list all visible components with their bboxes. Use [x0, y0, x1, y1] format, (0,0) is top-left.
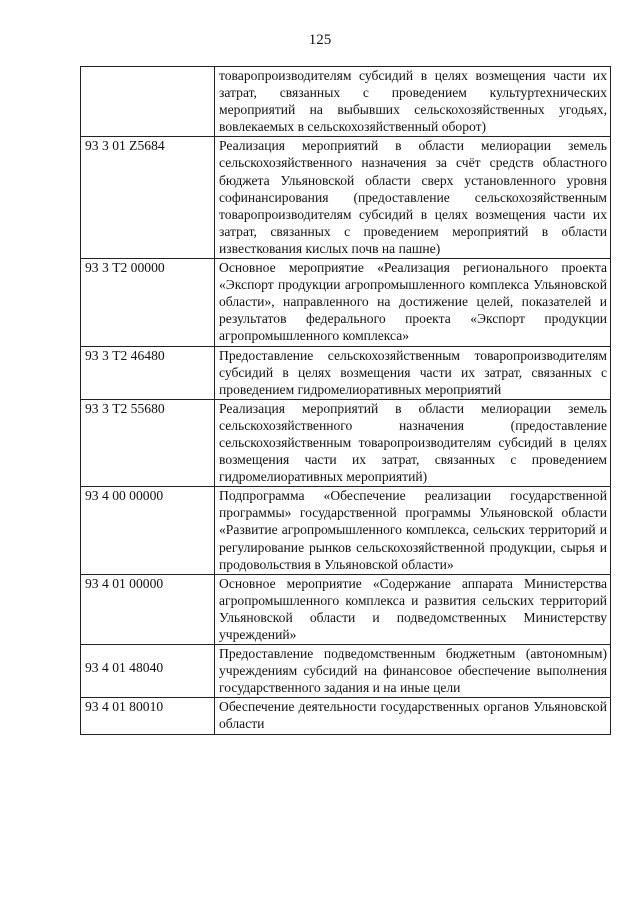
row-description: Предоставление подведомственным бюджетным (автономным) учреждениям субсидий на финансовое обеспечение выполнения государственного задания и на иные цели — [215, 645, 611, 698]
table-row — [81, 137, 611, 259]
row-description: Реализация мероприятий в области мелиорации земель сельскохозяйственного назначения (предоставление сельскохозяйственным товаропроизводителям субсидий в целях возмещения части их затрат, связанных с проведением гидромелиоративных мероприятий) — [215, 399, 611, 486]
row-code: 93 3 Т2 00000 — [81, 259, 215, 346]
row-code: 93 3 Т2 46480 — [81, 346, 215, 399]
table-row — [81, 574, 611, 644]
table-row — [81, 346, 611, 399]
table-row — [81, 67, 611, 137]
table-row — [81, 259, 611, 346]
table-row — [81, 645, 611, 698]
row-description: Подпрограмма «Обеспечение реализации государственной программы» государственной программы Ульяновской области «Развитие агропромышленного комплекса, сельских территорий и регулирование рынков сельскохозяйственной продукции, сырья и продовольствия в Ульяновской области» — [215, 487, 611, 574]
row-description: Обеспечение деятельности государственных органов Ульяновской области — [215, 698, 611, 734]
row-description: Основное мероприятие «Реализация регионального проекта «Экспорт продукции агропромышленного комплекса Ульяновской области», направленного на достижение целей, показателей и результатов федерального проекта «Экспорт продукции агропромышленного комплекса» — [215, 259, 611, 346]
code-spacer — [85, 645, 211, 659]
row-code: 93 3 Т2 55680 — [81, 399, 215, 486]
table-row — [81, 399, 611, 486]
row-code: 93 4 00 00000 — [81, 487, 215, 574]
row-code — [81, 645, 215, 698]
row-description: Реализация мероприятий в области мелиорации земель сельскохозяйственного назначения за счёт средств областного бюджета Ульяновской области сверх установленного уровня софинансирования (предоставление сельскохозяйственным товаропроизводителям субсидий в целях возмещения части их затрат, связанных с проведением мероприятий в области известкования кислых почв на пашне) — [215, 137, 611, 259]
row-code-text: 93 4 01 48040 — [85, 660, 164, 676]
row-description: Основное мероприятие «Содержание аппарата Министерства агропромышленного комплекса и развития сельских территорий Ульяновской области и подведомственных Министерству учреждений» — [215, 574, 611, 644]
row-code: 93 4 01 00000 — [81, 574, 215, 644]
row-description: Предоставление сельскохозяйственным товаропроизводителям субсидий в целях возмещения части их затрат, связанных с проведением гидромелиоративных мероприятий — [215, 346, 611, 399]
row-code — [81, 67, 215, 137]
row-code: 93 4 01 80010 — [81, 698, 215, 734]
page-number: 125 — [308, 32, 332, 48]
table-row — [81, 487, 611, 574]
row-code: 93 3 01 Z5684 — [81, 137, 215, 259]
row-description: товаропроизводителям субсидий в целях возмещения части их затрат, связанных с проведением культуртехнических мероприятий на выбывших сельскохозяйственных угодьях, вовлекаемых в сельскохозяйственный оборот) — [215, 67, 611, 137]
table-row — [81, 698, 611, 734]
classification-table — [80, 66, 611, 735]
